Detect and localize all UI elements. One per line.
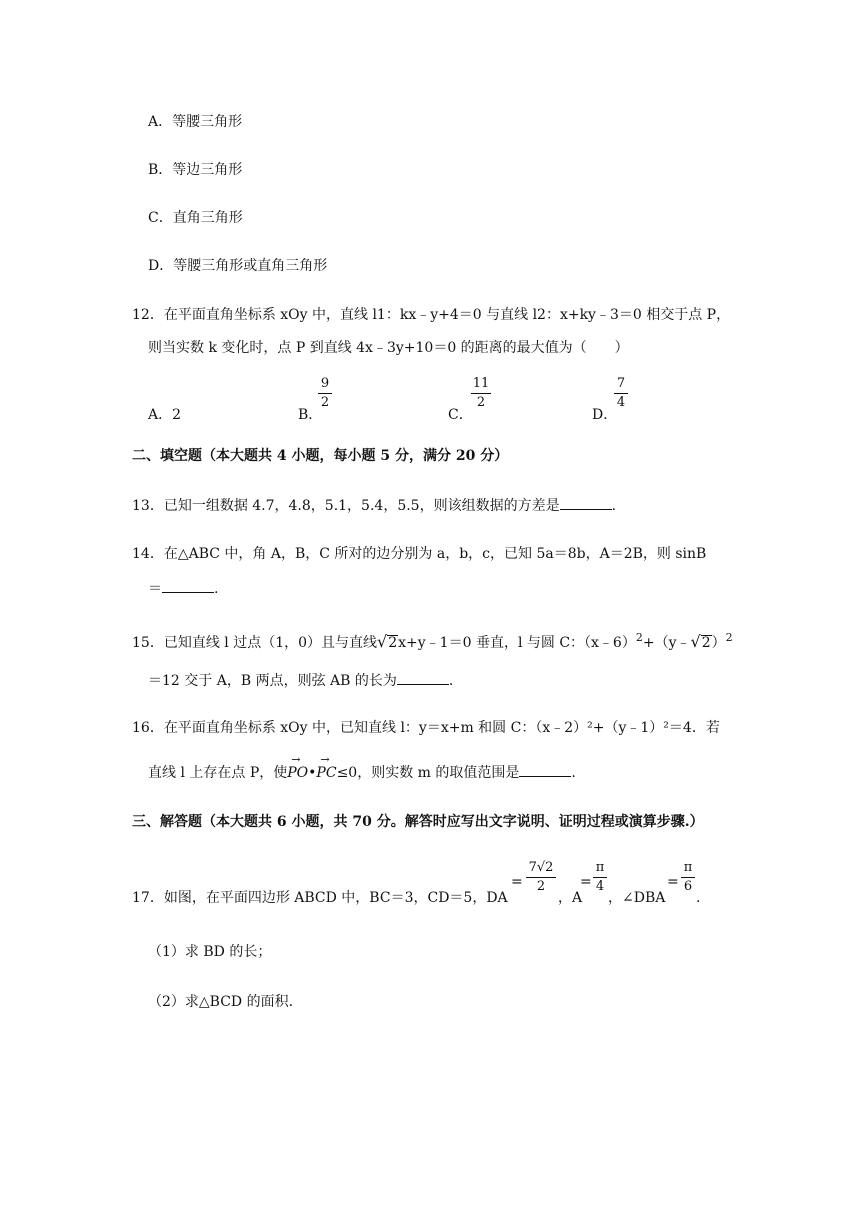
dot-operator: • — [308, 765, 317, 781]
fraction-denominator: 2 — [536, 879, 546, 894]
q16-line-2: 直线 l 上存在点 P，使 → PO• → PC≤0，则实数 m 的取值范围是 . — [148, 762, 576, 783]
fraction-numerator: 7 — [616, 376, 626, 391]
q16-part-a: 直线 l 上存在点 P，使 — [148, 765, 288, 781]
fraction-denominator: 2 — [476, 395, 486, 410]
q11-option-b: B．等边三角形 — [148, 162, 243, 178]
fraction-numerator: 7√2 — [528, 860, 554, 875]
equals-sign: = — [580, 874, 592, 890]
answer-blank — [397, 670, 449, 685]
fraction-numerator: π — [683, 860, 693, 875]
q14-equals: ＝ — [148, 581, 162, 597]
q12-option-c-fraction — [471, 376, 491, 411]
fraction-bar — [526, 877, 556, 878]
q12-option-b-fraction — [318, 376, 332, 411]
q15-line-1 — [132, 632, 733, 654]
q12-line-2: 则当实数 k 变化时，点 P 到直线 4x﹣3y+10＝0 的距离的最大值为（ ） — [148, 340, 629, 356]
section-2-heading: 二、填空题（本大题共 4 小题，每小题 5 分，满分 20 分） — [132, 448, 509, 464]
q17-part-2: （2）求△BCD 的面积. — [148, 994, 294, 1010]
q17-end: . — [696, 890, 701, 906]
q11-option-a: A．等腰三角形 — [148, 114, 243, 130]
q17-part-1: （1）求 BD 的长； — [148, 944, 272, 960]
q14-line-1: 14．在△ABC 中，角 A，B，C 所对的边分别为 a，b，c，已知 5a＝8b，A＝2B，则 sinB — [132, 546, 707, 562]
fraction-bar — [318, 393, 332, 394]
equals-sign: = — [667, 874, 679, 890]
q15-part-d: ） — [711, 635, 726, 651]
q17-fraction-da — [526, 860, 556, 895]
q12-option-c-label: C． — [448, 407, 473, 423]
q16-line-1: 16．在平面直角坐标系 xOy 中，已知直线 l：y＝x+m 和圆 C：（x﹣2）²+（y﹣1）²＝4．若 — [132, 720, 720, 736]
fraction-denominator: 2 — [320, 395, 330, 410]
vector-arrow-icon: → — [291, 753, 301, 766]
q16-part-b: ≤0，则实数 m 的取值范围是 — [336, 765, 520, 781]
fraction-bar — [614, 393, 628, 394]
q12-option-d-label: D． — [592, 407, 618, 423]
q15-line-2-body: ＝12 交于 A，B 两点，则弦 AB 的长为 — [148, 673, 397, 689]
vector-pc: → PC — [316, 763, 336, 783]
answer-blank — [519, 762, 571, 777]
q17-sep-2: ，∠DBA — [608, 890, 666, 906]
q12-option-d-fraction — [614, 376, 628, 411]
fraction-numerator: 9 — [320, 376, 330, 391]
q12-line-1: 12．在平面直角坐标系 xOy 中，直线 l1：kx﹣y+4＝0 与直线 l2：x+ky﹣3＝0 相交于点 P， — [132, 307, 731, 323]
fraction-denominator: 4 — [616, 395, 626, 410]
q17-line-a: 17．如图，在平面四边形 ABCD 中，BC＝3，CD＝5，DA — [132, 890, 508, 906]
q11-option-d: D．等腰三角形或直角三角形 — [148, 258, 328, 274]
section-3-heading: 三、解答题（本大题共 6 小题，共 70 分。解答时应写出文字说明、证明过程或演算步骤.） — [132, 814, 704, 830]
exponent: 2 — [635, 631, 643, 644]
fraction-denominator: 4 — [595, 879, 605, 894]
fraction-bar — [593, 877, 607, 878]
answer-blank — [162, 578, 214, 593]
q15-part-a: 15．已知直线 l 过点（1，0）且与直线 — [132, 635, 378, 651]
fraction-denominator: 6 — [683, 879, 693, 894]
q12-option-a: A．2 — [148, 407, 182, 423]
fraction-numerator: π — [595, 860, 605, 875]
q17-fraction-a — [593, 860, 607, 895]
exponent: 2 — [725, 631, 733, 644]
equals-sign: = — [511, 874, 523, 890]
q13-body: 13．已知一组数据 4.7，4.8，5.1，5.4，5.5，则该组数据的方差是 — [132, 498, 560, 514]
q15-line-2: ＝12 交于 A，B 两点，则弦 AB 的长为 . — [148, 670, 453, 691]
answer-blank — [560, 495, 612, 510]
fraction-numerator: 11 — [472, 376, 490, 391]
sqrt-symbol: √ — [690, 632, 701, 651]
vector-arrow-icon: → — [320, 753, 330, 766]
q13-text: 13．已知一组数据 4.7，4.8，5.1，5.4，5.5，则该组数据的方差是 . — [132, 495, 616, 516]
vector-po: → PO — [287, 763, 308, 783]
q17-fraction-dba — [681, 860, 695, 895]
radicand: 2 — [388, 635, 398, 651]
q17-sep-1: ，A — [558, 890, 583, 906]
q12-option-b-label: B． — [298, 407, 323, 423]
q15-part-b: x+y﹣1＝0 垂直，l 与圆 C：（x﹣6） — [398, 635, 636, 651]
fraction-bar — [681, 877, 695, 878]
radicand: 2 — [701, 635, 711, 651]
q15-part-c: +（y﹣ — [642, 635, 691, 651]
q11-option-c: C．直角三角形 — [148, 210, 243, 226]
fraction-bar — [471, 393, 491, 394]
q14-line-2: ＝ . — [148, 578, 218, 599]
sqrt-symbol: √ — [377, 632, 388, 651]
